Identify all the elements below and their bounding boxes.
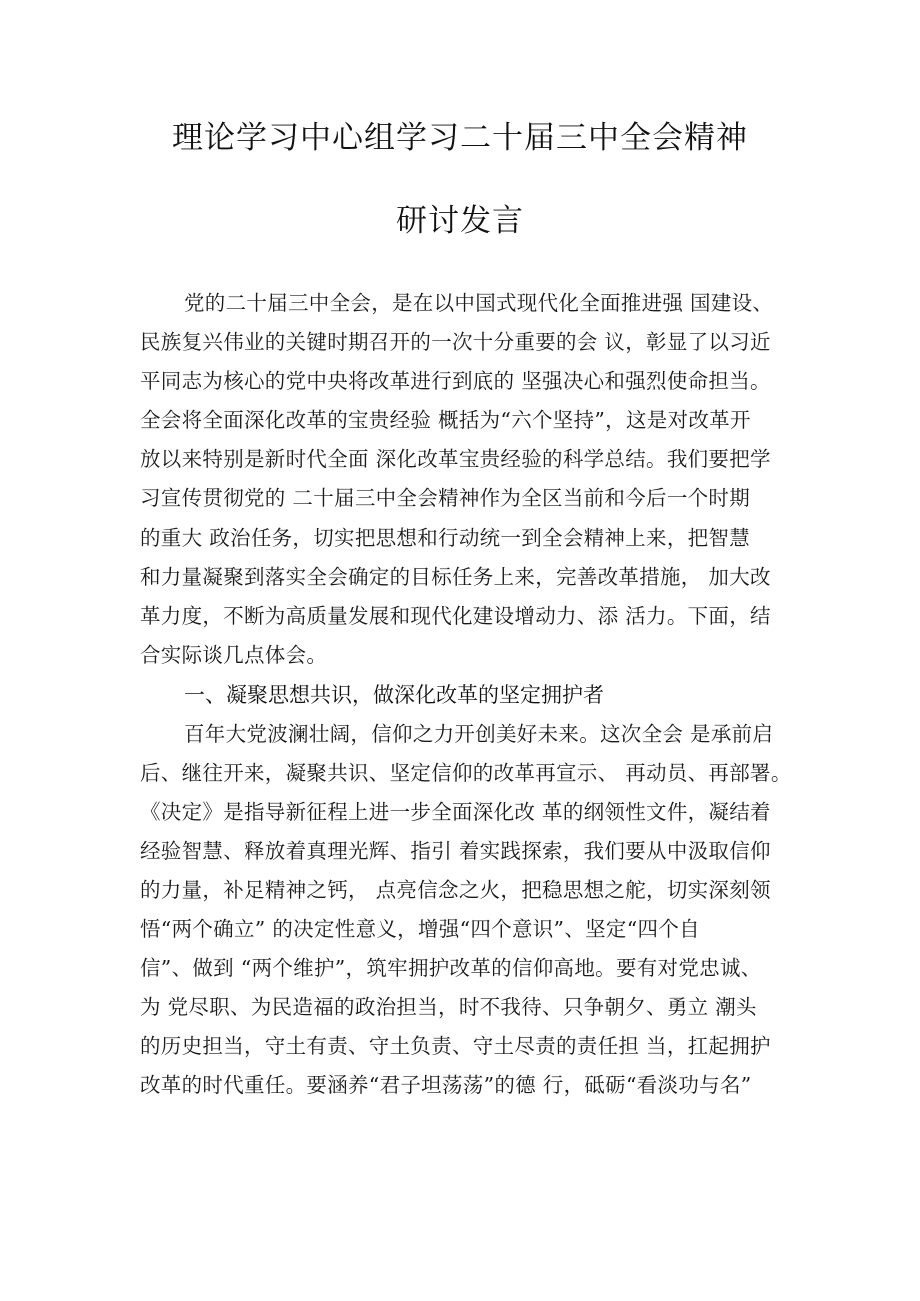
section-heading-1: 一、凝聚思想共识，做深化改革的坚定拥护者 — [184, 683, 604, 707]
paragraph-2-line: 百年大党波澜壮阔，信仰之力开创美好未来。这次全会 是承前启 — [184, 722, 774, 746]
paragraph-1-line: 放以来特别是新时代全面 深化改革宝贵经验的科学总结。我们要把学 — [140, 447, 771, 471]
paragraph-1-line: 党的二十届三中全会，是在以中国式现代化全面推进强 国建设、 — [184, 291, 774, 315]
paragraph-1-line: 平同志为核心的党中央将改革进行到底的 坚强决心和强烈使命担当。 — [140, 369, 771, 393]
paragraph-1-line: 的重大 政治任务，切实把思想和行动统一到全会精神上来，把智慧 — [140, 526, 751, 550]
document-title-line1: 理论学习中心组学习二十届三中全会精神 — [172, 120, 748, 156]
paragraph-2-line: 经验智慧、释放着真理光辉、指引 着实践探索，我们要从中汲取信仰 — [140, 839, 771, 863]
paragraph-2-line: 悟“两个确立” 的决定性意义，增强“四个意识”、坚定“四个自 — [140, 917, 700, 941]
paragraph-2-line: 后、继往开来，凝聚共识、坚定信仰的改革再宣示、 再动员、再部署。 — [140, 761, 792, 785]
paragraph-1-line: 和力量凝聚到落实全会确定的目标任务上来，完善改革措施， 加大改 — [140, 565, 771, 589]
paragraph-2-line: 的历史担当，守土有责、守土负责、守土尽责的责任担 当，扛起拥护 — [140, 1034, 771, 1058]
paragraph-2-line: 改革的时代重任。要涵养“君子坦荡荡”的德 行，砥砺“看淡功与名” — [140, 1073, 752, 1097]
paragraph-2-line: 的力量，补足精神之钙， 点亮信念之火，把稳思想之舵，切实深刻领 — [140, 878, 771, 902]
paragraph-2-line: 信”、做到 “两个维护”，筑牢拥护改革的信仰高地。要有对党忠诚、 — [140, 956, 762, 980]
paragraph-2-line: 为 党尽职、为民造福的政治担当，时不我待、只争朝夕、勇立 潮头 — [140, 995, 757, 1019]
paragraph-1-line: 习宣传贯彻党的 二十届三中全会精神作为全区当前和今后一个时期 — [140, 486, 751, 510]
paragraph-1-line: 全会将全面深化改革的宝贵经验 概括为“六个坚持”，这是对改革开 — [140, 408, 751, 432]
document-title-line2: 研讨发言 — [396, 203, 524, 239]
paragraph-1-line: 民族复兴伟业的关键时期召开的一次十分重要的会 议，彰显了以习近 — [140, 330, 771, 354]
paragraph-1-line: 革力度，不断为高质量发展和现代化建设增动力、添 活力。下面，结 — [140, 604, 771, 628]
paragraph-2-line: 《决定》是指导新征程上进一步全面深化改 革的纲领性文件，凝结着 — [140, 800, 771, 824]
paragraph-1-line: 合实际谈几点体会。 — [140, 643, 328, 667]
